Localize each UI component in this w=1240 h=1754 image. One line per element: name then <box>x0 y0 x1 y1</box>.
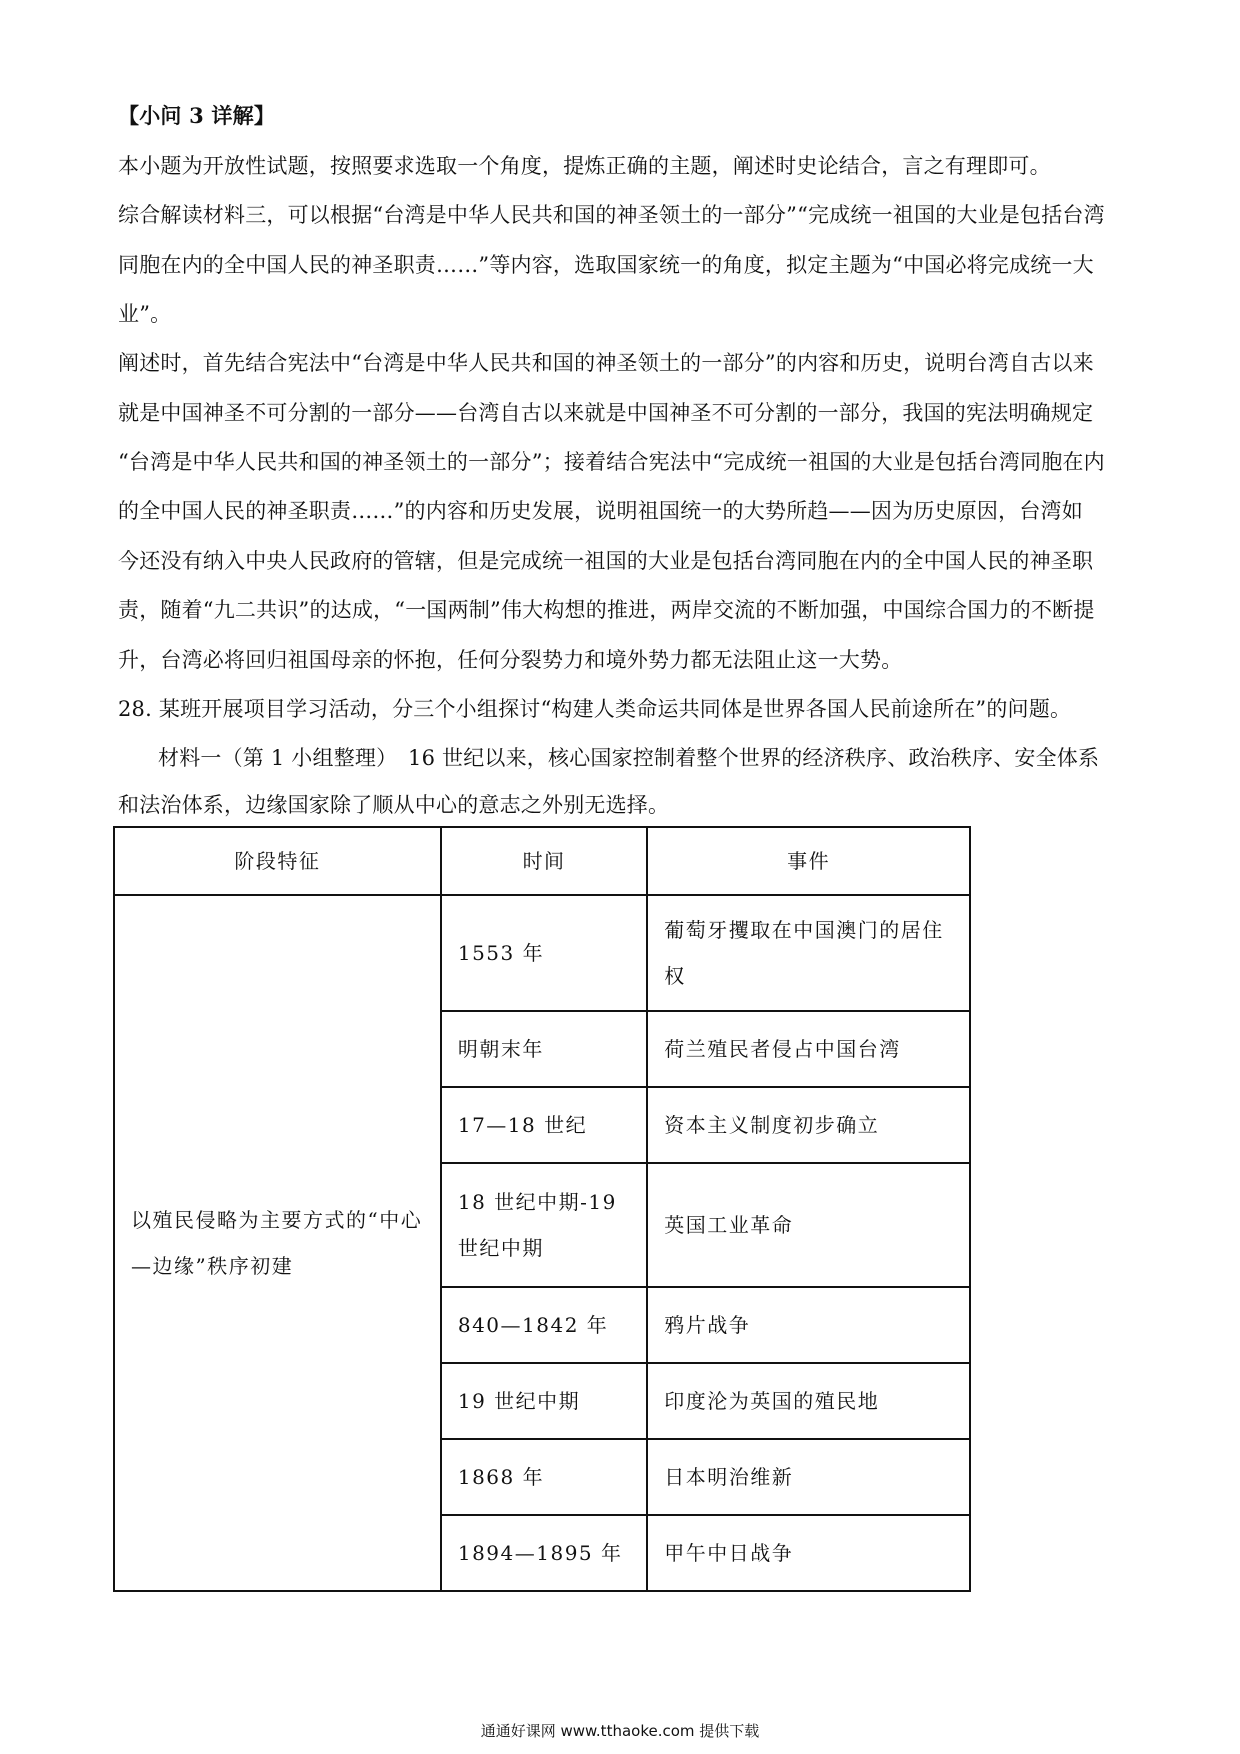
paragraph-line: 就是中国神圣不可分割的一部分——台湾自古以来就是中国神圣不可分割的一部分，我国的宪法明确规定 <box>118 401 1094 425</box>
paragraph-line: 业”。 <box>118 302 172 326</box>
table-row <box>114 895 970 1011</box>
event-cell: 鸦片战争 <box>647 1287 970 1363</box>
paragraph-line: 升，台湾必将回归祖国母亲的怀抱，任何分裂势力和境外势力都无法阻止这一大势。 <box>118 648 903 672</box>
material-line: 和法治体系，边缘国家除了顺从中心的意志之外别无选择。 <box>118 793 670 817</box>
header-stage: 阶段特征 <box>114 827 441 895</box>
time-cell: 840—1842 年 <box>441 1287 647 1363</box>
time-cell: 1553 年 <box>441 895 647 1011</box>
events-table <box>113 826 971 1592</box>
header-event: 事件 <box>647 827 970 895</box>
time-cell: 18 世纪中期-19 世纪中期 <box>441 1163 647 1287</box>
section-heading: 【小问 3 详解】 <box>118 103 276 128</box>
time-cell: 17—18 世纪 <box>441 1087 647 1163</box>
time-cell: 19 世纪中期 <box>441 1363 647 1439</box>
event-cell: 荷兰殖民者侵占中国台湾 <box>647 1011 970 1087</box>
stage-cell: 以殖民侵略为主要方式的“中心—边缘”秩序初建 <box>114 895 441 1591</box>
event-cell: 英国工业革命 <box>647 1163 970 1287</box>
event-cell: 印度沦为英国的殖民地 <box>647 1363 970 1439</box>
question-text: 28. 某班开展项目学习活动，分三个小组探讨“构建人类命运共同体是世界各国人民前途所在”的问题。 <box>118 697 1072 721</box>
paragraph-line: 综合解读材料三，可以根据“台湾是中华人民共和国的神圣领土的一部分”“完成统一祖国的大业是包括台湾 <box>118 203 1105 227</box>
page-footer: 通通好课网 www.tthaoke.com 提供下载 <box>480 1722 760 1740</box>
paragraph-line: “台湾是中华人民共和国的神圣领土的一部分”；接着结合宪法中“完成统一祖国的大业是包括台湾同胞在内 <box>118 450 1105 474</box>
paragraph-line: 今还没有纳入中央人民政府的管辖，但是完成统一祖国的大业是包括台湾同胞在内的全中国人民的神圣职 <box>118 549 1094 573</box>
event-cell: 资本主义制度初步确立 <box>647 1087 970 1163</box>
event-cell: 甲午中日战争 <box>647 1515 970 1591</box>
paragraph-line: 同胞在内的全中国人民的神圣职责……”等内容，选取国家统一的角度，拟定主题为“中国必将完成统一大 <box>118 253 1094 277</box>
table-header-row <box>114 827 970 895</box>
paragraph-line: 的全中国人民的神圣职责……”的内容和历史发展，说明祖国统一的大势所趋——因为历史原因，台湾如 <box>118 499 1083 523</box>
paragraph-line: 责，随着“九二共识”的达成，“一国两制”伟大构想的推进，两岸交流的不断加强，中国综合国力的不断提 <box>118 598 1095 622</box>
time-cell: 明朝末年 <box>441 1011 647 1087</box>
header-time: 时间 <box>441 827 647 895</box>
event-cell: 葡萄牙攫取在中国澳门的居住权 <box>647 895 970 1011</box>
paragraph-line: 本小题为开放性试题，按照要求选取一个角度，提炼正确的主题，阐述时史论结合，言之有理即可。 <box>118 154 1051 178</box>
paragraph-line: 阐述时，首先结合宪法中“台湾是中华人民共和国的神圣领土的一部分”的内容和历史，说明台湾自古以来 <box>118 351 1094 375</box>
time-cell: 1894—1895 年 <box>441 1515 647 1591</box>
material-line: 材料一（第 1 小组整理） 16 世纪以来，核心国家控制着整个世界的经济秩序、政治秩序、安全体系 <box>158 746 1100 770</box>
event-cell: 日本明治维新 <box>647 1439 970 1515</box>
time-cell: 1868 年 <box>441 1439 647 1515</box>
